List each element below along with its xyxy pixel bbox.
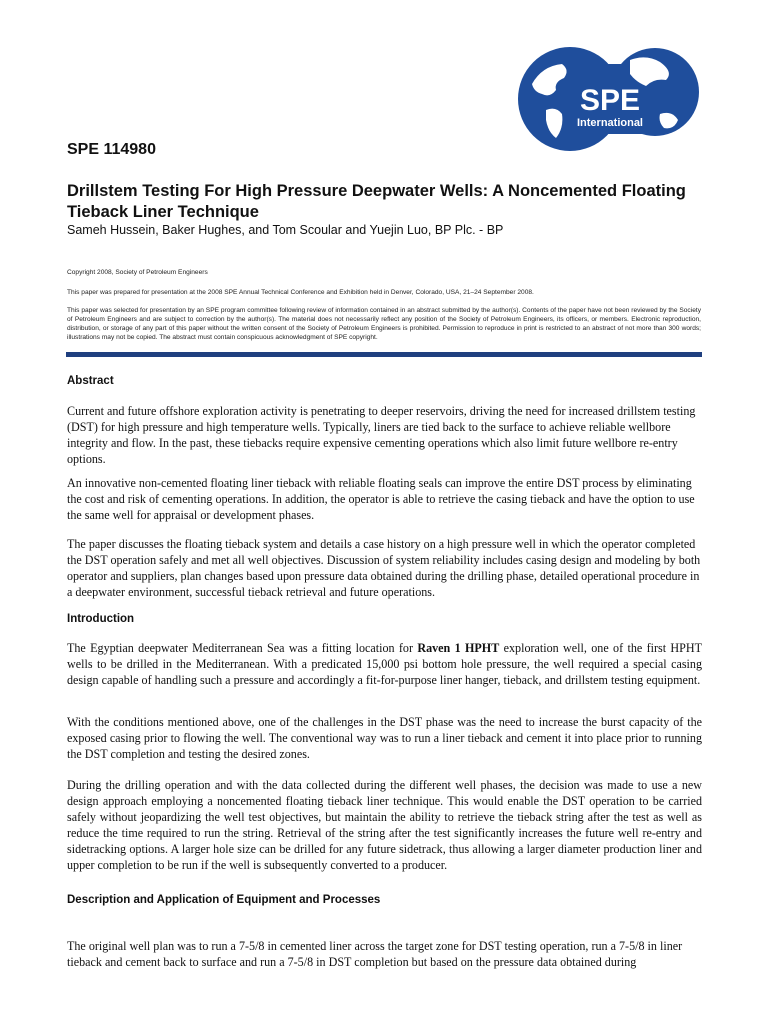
spe-paper-number: SPE 114980 [67,141,156,158]
intro-text: The Egyptian deepwater Mediterranean Sea was a fitting location for [67,641,418,655]
spe-international-logo [510,44,702,154]
paper-authors: Sameh Hussein, Baker Hughes, and Tom Scoular and Yuejin Luo, BP Plc. - BP [67,223,504,237]
introduction-paragraph [67,640,702,688]
description-paragraph: The original well plan was to run a 7-5/8 in cemented liner across the target zone for DST testing operation, run a 7-5/8 in liner tieback and cement back to surface and run a 7-5/8 in DST completion but based on the pressure data obtained during [67,939,683,969]
paper-title: Drillstem Testing For High Pressure Deepwater Wells: A Noncemented Floating Tieback Liner Technique [67,182,686,221]
spe-globe-icon [510,44,702,154]
intro-text: exploration well, one of the first HPHT wells to be drilled in the Mediterranean. With a predicated 15,000 psi bottom hole pressure, the well required a special casing design capable of handling such a pressure and accordingly a fit-for-purpose liner hanger, tieback, and drillstem testing equipment. [67,641,702,687]
selection-notice: This paper was selected for presentation by an SPE program committee following review of information contained in an abstract submitted by the author(s). Contents of the paper have not been reviewed by the Society of Petroleum Engineers and are subject to correction by the author(s). The material does not necessarily reflect any position of the Society of Petroleum Engineers, its officers, or members. Electronic reproduction, distribution, or storage of any part of this paper without the written consent of the Society of Petroleum Engineers is prohibited. Permission to reproduce in print is restricted to an abstract of not more than 300 words; illustrations may not be copied. The abstract must contain conspicuous acknowledgment of SPE copyright. [67,307,701,341]
abstract-paragraph: An innovative non-cemented floating liner tieback with reliable floating seals can improve the entire DST process by eliminating the cost and risk of cementing operations. In addition, the operator is able to retrieve the casing tieback and have the option to use the same well for appraisal or development phases. [67,476,695,522]
introduction-paragraph: With the conditions mentioned above, one of the challenges in the DST phase was the need to increase the burst capacity of the exposed casing prior to flowing the well. The conventional way was to run a liner tieback and cement it into place prior to running the DST completion and testing the desired zones. [67,715,702,761]
abstract-paragraph: Current and future offshore exploration activity is penetrating to deeper reservoirs, driving the need for increased drillstem testing (DST) for high pressure and high temperature wells. Typically, liners are tied back to the surface to achieve reliable wellbore integrity and flow. In the past, these tiebacks require expensive cementing operations which also limit future wellbore re-entry options. [67,404,696,466]
abstract-paragraph: The paper discusses the floating tieback system and details a case history on a high pressure well in which the operator completed the DST operation safely and met all well objectives. Discussion of system reliability includes casing design and modeling by both operator and suppliers, plan changes based upon pressure data obtained during the drilling phase, detailed operational procedure in a deepwater environment, successful tieback retrieval and future operations. [67,537,701,599]
header-divider [66,352,702,357]
presentation-notice: This paper was prepared for presentation at the 2008 SPE Annual Technical Conference and Exhibition held in Denver, Colorado, USA, 21–24 September 2008. [67,289,534,296]
copyright-notice: Copyright 2008, Society of Petroleum Engineers [67,269,208,276]
logo-main-text: SPE [579,84,641,117]
abstract-heading: Abstract [67,375,114,387]
introduction-paragraph: During the drilling operation and with the data collected during the different well phases, the decision was made to use a new design approach employing a noncemented floating tieback liner technique. This would enable the DST operation to be carried safely without jeopardizing the well test objectives, but maintain the ability to retrieve the tieback string after the test as well as reduce the time required to run the string. Retrieval of the string after the test significantly increases the future well re-entry and sidetracking options. A larger hole size can be drilled for any future sidetrack, thus allowing a larger diameter production liner and upper completion to be run if the well is subsequently converted to a producer. [67,778,702,872]
logo-sub-text: International [576,117,644,129]
well-name: Raven 1 HPHT [417,641,500,655]
introduction-heading: Introduction [67,613,135,625]
description-heading: Description and Application of Equipment and Processes [67,894,381,906]
